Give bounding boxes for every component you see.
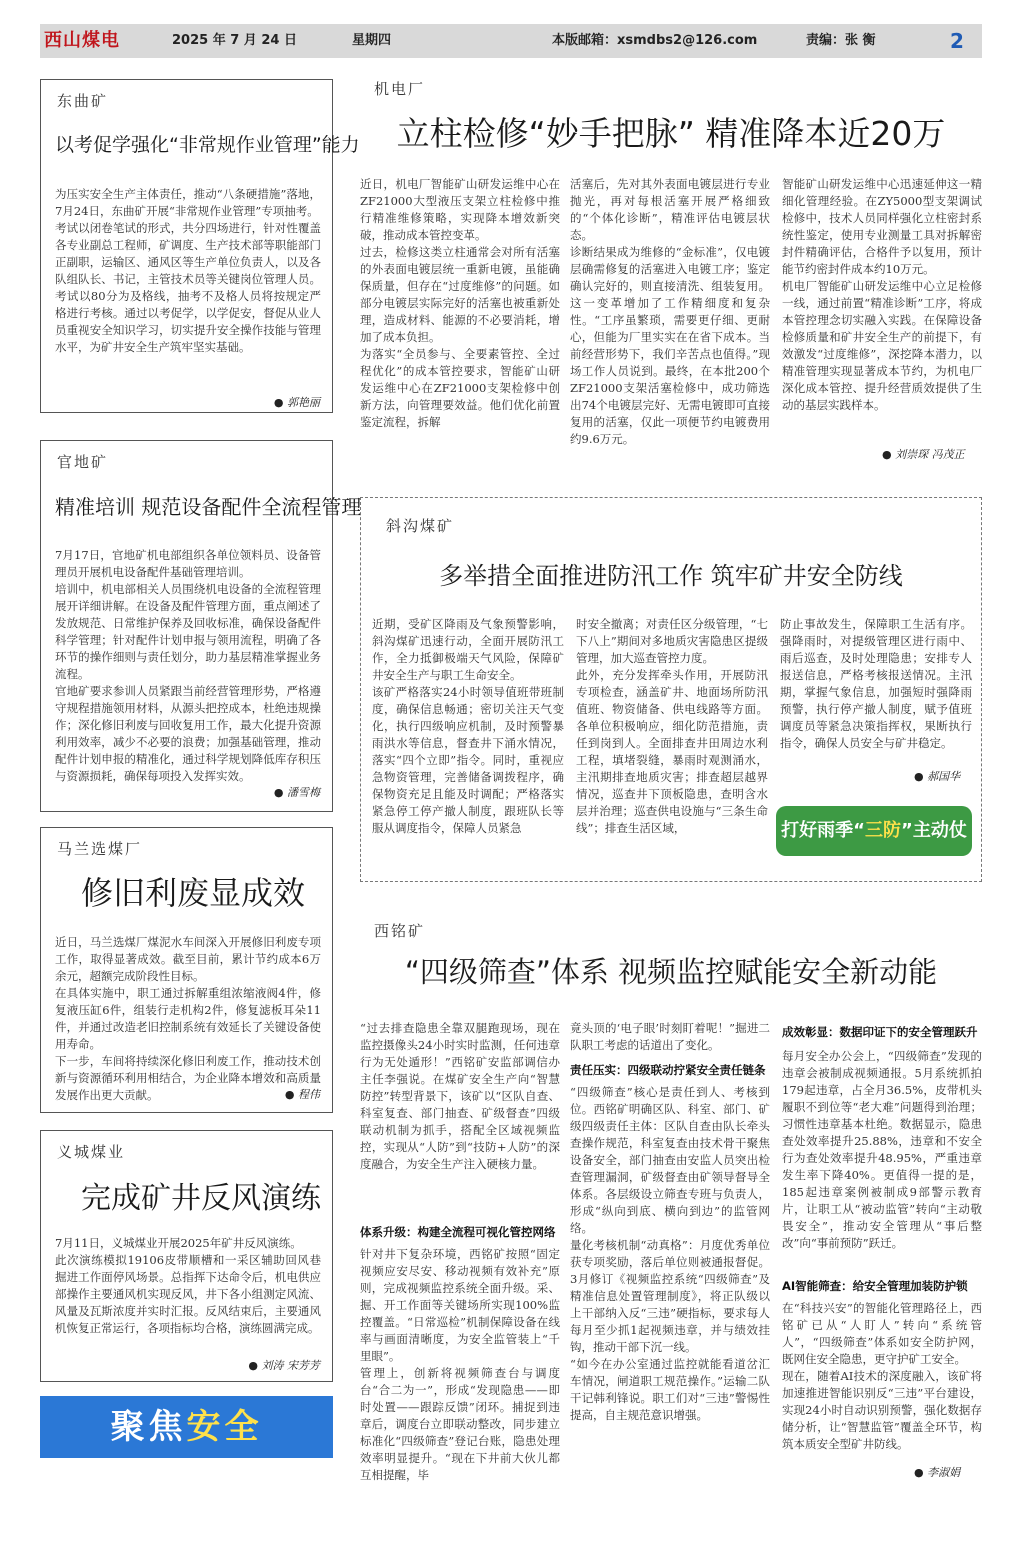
article-byline: ● 程伟 — [284, 1088, 320, 1101]
article-byline: ● 郭艳丽 — [273, 396, 320, 409]
banner-text — [40, 1396, 333, 1458]
rainy-season-badge — [776, 806, 972, 856]
article-title-xiegou: 多举措全面推进防汛工作 筑牢矿井安全防线 — [439, 562, 903, 590]
article-unit: 义城煤业 — [57, 1143, 126, 1161]
badge-text-highlight: 三防 — [865, 820, 901, 841]
article-unit: 官地矿 — [57, 453, 109, 471]
article-guandi — [40, 440, 362, 812]
article-xiegou-col2: 时安全撤离；对责任区分级管理，“七下八上”期间对多地质灾害隐患区提级管理，加大巡查管控力度。 此外，充分发挥牵头作用，开展防汛专项检查，涵盖矿井、地面场所防汛值班、物资储备、供电线路等方面。各单位积极响应，细化防范措施，责任到岗到人。全面排查井田周边水利工程，填堵裂缝，暴雨时观测涌水，主汛期排查地质灾害；排查超层越界情况，巡查井下顶板隐患，查明含水层并治理；巡查供电设施与“三条生命线”；排查生活区域， — [576, 617, 768, 835]
article-ximing-col2: 竟头顶的‘电子眼’时刻盯着呢！”掘进二队职工考虑的话道出了变化。 — [570, 1021, 770, 1052]
article-unit-ximing: 西铭矿 — [374, 922, 426, 940]
article-unit-xiegou: 斜沟煤矿 — [386, 517, 455, 535]
article-body: 为压实安全生产主体责任，推动“八条硬措施”落地，7月24日，东曲矿开展“非常规作业管理”专项抽考。 考试以闭卷笔试的形式，共分四场进行，针对性覆盖各专业副总工程师，矿调度、生产技术部等职能部门正副职，运输区、通风区等生产单位负责人，以及各队组队长、书记，主管技术员等关键岗位管理人员。考试以80分为及格线，抽考不及格人员将按规定严格进行考核。通过以考促学，以学促安，督促从业人员重视安全知识学习，切实提升安全操作技能与管理水平，为矿井安全生产筑牢坚实基础。 — [55, 187, 321, 354]
page-email: 本版邮箱：xsmdbs2@126.com — [552, 33, 758, 48]
article-ximing-subhead1: 体系升级：构建全流程可视化管控网络 — [360, 1225, 556, 1239]
article-title-ximing: “四级筛查”体系 视频监控赋能安全新动能 — [404, 955, 938, 989]
article-ximing-subhead2: 责任压实：四级联动拧紧安全责任链条 — [570, 1063, 766, 1077]
article-jidian-col3: 智能矿山研发运维中心迅速延伸这一精细化管理经验。在ZY5000型支架调试检修中，技术人员同样强化立柱密封系统性鉴定，使用专业测量工具对拆解密封件精确评估，合格件予以复用，预计能节约密封件成本约10万元。 机电厂智能矿山研发运维中心立足检修一线，通过前置“精准诊断”工序，将成本管控理念切实融入实践。在保障设备检修质量和矿井安全生产的前提下，有效激发“过度维修”，深挖降本潜力，以精准管理实现显著成本节约，为机电厂深化成本管控、提升经营质效提供了生动的基层实践样本。 — [782, 177, 982, 412]
article-malan — [40, 827, 333, 1113]
page-number: 2 — [950, 29, 964, 53]
article-ximing-col2b: “四级筛查”核心是责任到人、考核到位。西铭矿明确区队、科室、部门、矿级四级责任主体：区队自查由队长牵头查操作规范，科室复查由技术骨干聚焦设备安全，部门抽查由安监人员突出检查管理漏洞，矿级督查由矿领导督导全体系。各层级设立筛查专班与负责人，形成“纵向到底、横向到边”的监管网络。 量化考核机制“动真格”：月度优秀单位获专项奖励，落后单位则被通报督促。3月修订《视频监控系统“四级筛查”及精准信息处置管理制度》，将正队级以上干部纳入反“三违”硬指标，要求每人每月至少抓1起视频违章，并与绩效挂钩，推动干部下沉一线。 “如今在办公室通过监控就能看道岔汇车情况，闸道职工规范操作。”运输二队干记韩利锋说。职工们对“三违”警惕性提高，自主规范意识增强。 — [570, 1085, 770, 1422]
article-byline: ● 潘雪梅 — [273, 786, 320, 799]
badge-text-start: 打好雨季“ — [781, 820, 865, 841]
article-title-jidian: 立柱检修“妙手把脉” 精准降本近20万 — [396, 114, 946, 153]
article-ximing-subhead3: 成效彰显：数据印证下的安全管理跃升 — [782, 1025, 978, 1039]
article-dongqu — [40, 79, 360, 413]
article-jidian-col2: 活塞后，先对其外表面电镀层进行专业抛光，再对每根活塞开展严格细致的“个体化诊断”，精准评估电镀层状态。 诊断结果成为维修的“金标准”，仅电镀层确需修复的活塞进入电镀工序；鉴定确认完好的，则直接清洗、组装复用。这一变革增加了工作精细度和复杂性。“工序虽繁琐，需要更仔细、更耐心，但能为厂里实实在在省下成本。当前经营形势下，我们辛苦点也值得。”现场工作人员说到。最终，在本批200个ZF21000支架活塞检修中，成功筛选出74个电镀层完好、无需电镀即可直接复用的活塞，仅此一项便节约电镀费用约9.6万元。 — [570, 177, 770, 446]
article-jidian-col1: 近日，机电厂智能矿山研发运维中心在ZF21000大型液压支架立柱检修中推行精准维修策略，实现降本增效新突破，推动成本管控变革。 过去，检修这类立柱通常会对所有活塞的外表面电镀层统一重新电镀，虽能确保质量，但存在“过度维修”的问题。如部分电镀层实际完好的活塞也被重新处理，造成材料、能源的不必要消耗，增加了成本负担。 为落实“全员参与、全要素管控、全过程优化”的成本管控要求，智能矿山研发运维中心在ZF21000支架检修中创新方法，向管理要效益。他们优化前置鉴定流程，拆解 — [360, 177, 560, 429]
article-body: 近日，马兰选煤厂煤泥水车间深入开展修旧利废专项工作，取得显著成效。截至目前，累计节约成本6万余元，超额完成阶段性目标。 在具体实施中，职工通过拆解重组浓缩液阀4件，修复液压缸6件，组装行走机构2件，修复滤板耳朵11件，并通过改造老旧控制系统有效延长了关键设备使用寿命。 下一步，车间将持续深化修旧利废工作，推动技术创新与资源循环利用相结合，为企业降本增效和高质量发展作出更大贡献。 — [55, 935, 321, 1102]
article-unit: 马兰选煤厂 — [57, 840, 143, 858]
banner-word-focus: 聚焦 — [110, 1407, 187, 1447]
article-byline-xiegou: ● 郝国华 — [914, 770, 961, 783]
article-body: 7月11日，义城煤业开展2025年矿井反风演练。 此次演练模拟19106皮带顺槽和一采区辅助回风巷掘进工作面停风场景。总指挥下达命令后，机电供应部操作主要通风机实现反风，井下各小组测定风流、风量及瓦斯浓度并实时汇报。反风结束后，主要通风机恢复正常运行，各项指标均合格，演练圆满完成。 — [55, 1236, 321, 1335]
article-title: 以考促学强化“非常规作业管理”能力 — [55, 134, 360, 156]
article-byline: ● 刘涛 宋芳芳 — [248, 1359, 320, 1372]
article-title: 完成矿井反风演练 — [81, 1181, 321, 1216]
page-editor: 责编：张 衡 — [806, 33, 876, 48]
issue-date: 2025 年 7 月 24 日 — [172, 33, 297, 48]
badge-text-end: ”主动仗 — [901, 820, 967, 841]
article-ximing-col1b: 针对井下复杂环境，西铭矿按照“固定视频应安尽安、移动视频有效补充”原则，完成视频监控系统全面升级。采、掘、开工作面等关键场所实现100%监控覆盖。“日常巡检”机制保障设备在线率与画面清晰度，为安全监管装上“千里眼”。 管理上，创新将视频筛查台与调度台“合二为一”，形成“发现隐患——即时处置——跟踪反馈”闭环。捕捉到违章后，调度台立即联动整改，同步建立标准化“四级筛查”登记台账，隐患处理效率明显提升。“现在下井前大伙儿都互相提醒，毕 — [360, 1247, 560, 1482]
article-ximing-col3: 每月安全办公会上，“四级筛查”发现的违章会被制成视频通报。5月系统抓拍179起违章，占全月36.5%，皮带机头履职不到位等“老大难”问题得到治理；习惯性违章基本杜绝。数据显示，隐患查处效率提升25.88%，违章和不安全行为查处效率提升48.95%，严重违章发生率下降40%。更值得一提的是，185起违章案例被制成9部警示教育片，让职工从“被动监管”转向“主动敬畏安全”，推动安全管理从“事后整改”向“事前预防”跃迁。 — [782, 1049, 982, 1250]
article-unit: 东曲矿 — [57, 92, 109, 110]
article-yicheng — [40, 1130, 333, 1382]
article-xiegou-col1: 近期，受矿区降雨及气象预警影响，斜沟煤矿迅速行动，全面开展防汛工作，全力抵御极端天气风险，保障矿井安全生产与职工生命安全。 该矿严格落实24小时领导值班带班制度，确保信息畅通；密切关注天气变化，执行四级响应机制，及时预警暴雨洪水等信息，督查井下涌水情况，落实“四个立即”指令。同时，重视应急物资管理，完善储备调拨程序，确保物资充足且能及时调配；严格落实紧急停工停产撤人制度，跟班队长等服从调度指令，保障人员紧急 — [372, 617, 564, 835]
article-unit-jidian: 机电厂 — [374, 80, 426, 98]
issue-weekday: 星期四 — [352, 33, 392, 48]
article-title: 精准培训 规范设备配件全流程管理 — [55, 495, 362, 519]
article-xiegou-col3: 防止事故发生，保障职工生活有序。强降雨时，对提级管理区进行雨中、雨后巡查，及时处理隐患；安排专人报送信息，严格考核报送情况。主汛期，掌握气象信息，加强短时强降雨预警，执行停产撤人制度，赋予值班调度员等紧急决策指挥权，果断执行指令，确保人员安全与矿井稳定。 — [780, 617, 972, 750]
article-title: 修旧利废显成效 — [81, 874, 306, 912]
article-ximing-col1: “过去排查隐患全靠双腿跑现场，现在监控摄像头24小时实时监测，任何违章行为无处遁形！”西铭矿安监部调信办主任李强说。在煤矿安全生产向“智慧防控”转型背景下，该矿以“区队自查、科室复查、部门抽查、矿级督查”四级联动机制为抓手，搭配全区域视频监控，实现从“人防”到“技防+人防”的深度融合，为安全生产注入硬核力量。 — [360, 1021, 560, 1171]
article-byline-ximing: ● 李淑娟 — [914, 1466, 961, 1479]
banner-word-safety: 安全 — [186, 1407, 263, 1447]
article-ximing-subhead4: AI智能筛查：给安全管理加装防护锁 — [782, 1279, 968, 1293]
article-body: 7月17日，官地矿机电部组织各单位领料员、设备管理员开展机电设备配件基础管理培训。 培训中，机电部相关人员围绕机电设备的全流程管理展开详细讲解。在设备及配件管理方面，重点阐述了发放规范、日常维护保养及回收标准，确保设备配件科学管理；针对配件计划申报与领用流程，明确了各环节的操作细则与责任划分，助力基层精准掌握业务流程。 官地矿要求参训人员紧跟当前经营管理形势，严格遵守规程措施领用材料，从源头把控成本，杜绝违规操作；深化修旧利废与回收复用工作，最大化提升资源利用效率，减少不必要的浪费；加强基础管理，推动配件计划申报的精准化，通过科学规划降低库存积压与资源损耗，确保每项投入发挥实效。 — [55, 548, 321, 783]
newspaper-logo: 西山煤电 — [44, 30, 120, 51]
article-byline-jidian: ● 刘崇琛 冯茂正 — [882, 448, 965, 461]
article-ximing-col3b: 在“科技兴安”的智能化管理路径上，西铭矿已从“人盯人”转向“系统管人”，“四级筛查”体系如安全防护网，既网住安全隐患，更守护矿工安全。 现在，随着AI技术的深度融入，该矿将加速推进智能识别反“三违”平台建设，实现24小时自动识别预警，强化数据存储分析，让“智慧监管”覆盖全环节，构筑本质安全型矿井防线。 — [782, 1301, 982, 1451]
